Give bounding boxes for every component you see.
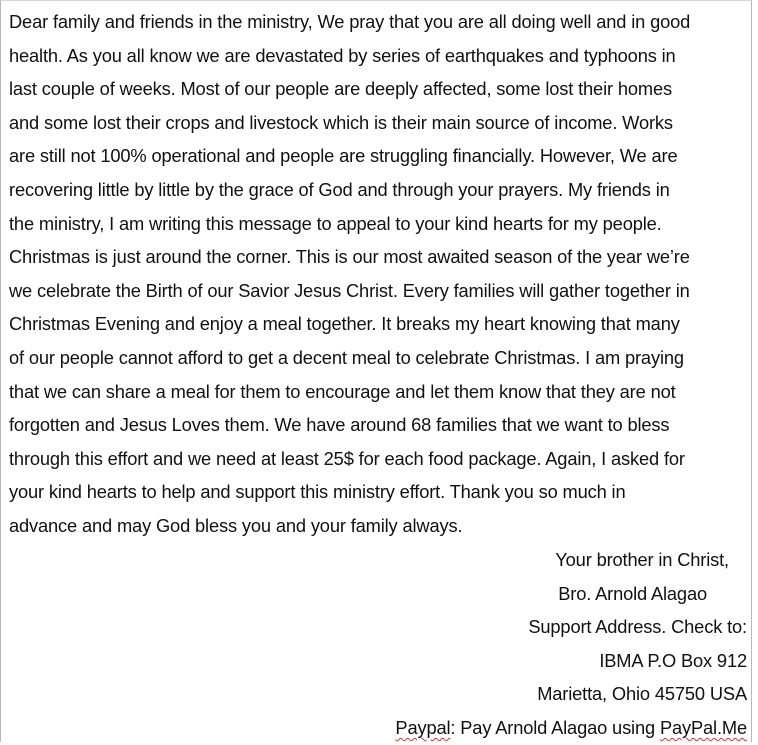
letter-line: forgotten and Jesus Loves them. We have around 68 families that we want to bless <box>9 414 670 436</box>
letter-line: that we can share a meal for them to encourage and let them know that they are not <box>9 380 676 402</box>
letter-line: health. As you all know we are devastated by series of earthquakes and typhoons in <box>9 44 676 66</box>
letter-line: through this effort and we need at least 25$ for each food package. Again, I asked for <box>9 447 685 469</box>
paypal-line <box>327 711 747 745</box>
letter-line: Christmas is just around the corner. This is our most awaited season of the year we’re <box>9 246 690 268</box>
letter-line: recovering little by little by the grace of God and through your prayers. My friends in <box>9 178 670 200</box>
closing-line: Your brother in Christ, <box>555 549 729 570</box>
letter-line: we celebrate the Birth of our Savior Jesus Christ. Every families will gather together in <box>9 279 690 301</box>
letter-line: of our people cannot afford to get a decent meal to celebrate Christmas. I am praying <box>9 346 684 368</box>
letter-line: Christmas Evening and enjoy a meal together. It breaks my heart knowing that many <box>9 313 680 335</box>
address-line-po-box: IBMA P.O Box 912 <box>599 649 747 671</box>
signature-block <box>327 543 747 745</box>
paypal-text: : Pay Arnold Alagao using <box>450 716 660 738</box>
letter-line: the ministry, I am writing this message to appeal to your kind hearts for my people. <box>9 212 662 234</box>
letter-line: are still not 100% operational and people are struggling financially. However, We are <box>9 145 678 167</box>
address-line-city: Marietta, Ohio 45750 USA <box>537 683 747 705</box>
signer-name: Bro. Arnold Alagao <box>558 582 707 604</box>
letter-line: Dear family and friends in the ministry, We pray that you are all doing well and in good <box>9 11 691 32</box>
letter-line: and some lost their crops and livestock which is their main source of income. Works <box>9 111 673 133</box>
letter-body <box>9 5 751 543</box>
support-address-label: Support Address. Check to: <box>528 616 747 638</box>
letter-line: last couple of weeks. Most of our people are deeply affected, some lost their homes <box>9 78 672 100</box>
letter-line: your kind hearts to help and support this ministry effort. Thank you so much in <box>9 481 626 503</box>
paypal-word[interactable]: Paypal <box>395 716 451 738</box>
paypal-me-link[interactable]: PayPal.Me <box>659 716 747 738</box>
letter-line: advance and may God bless you and your family always. <box>9 514 463 536</box>
